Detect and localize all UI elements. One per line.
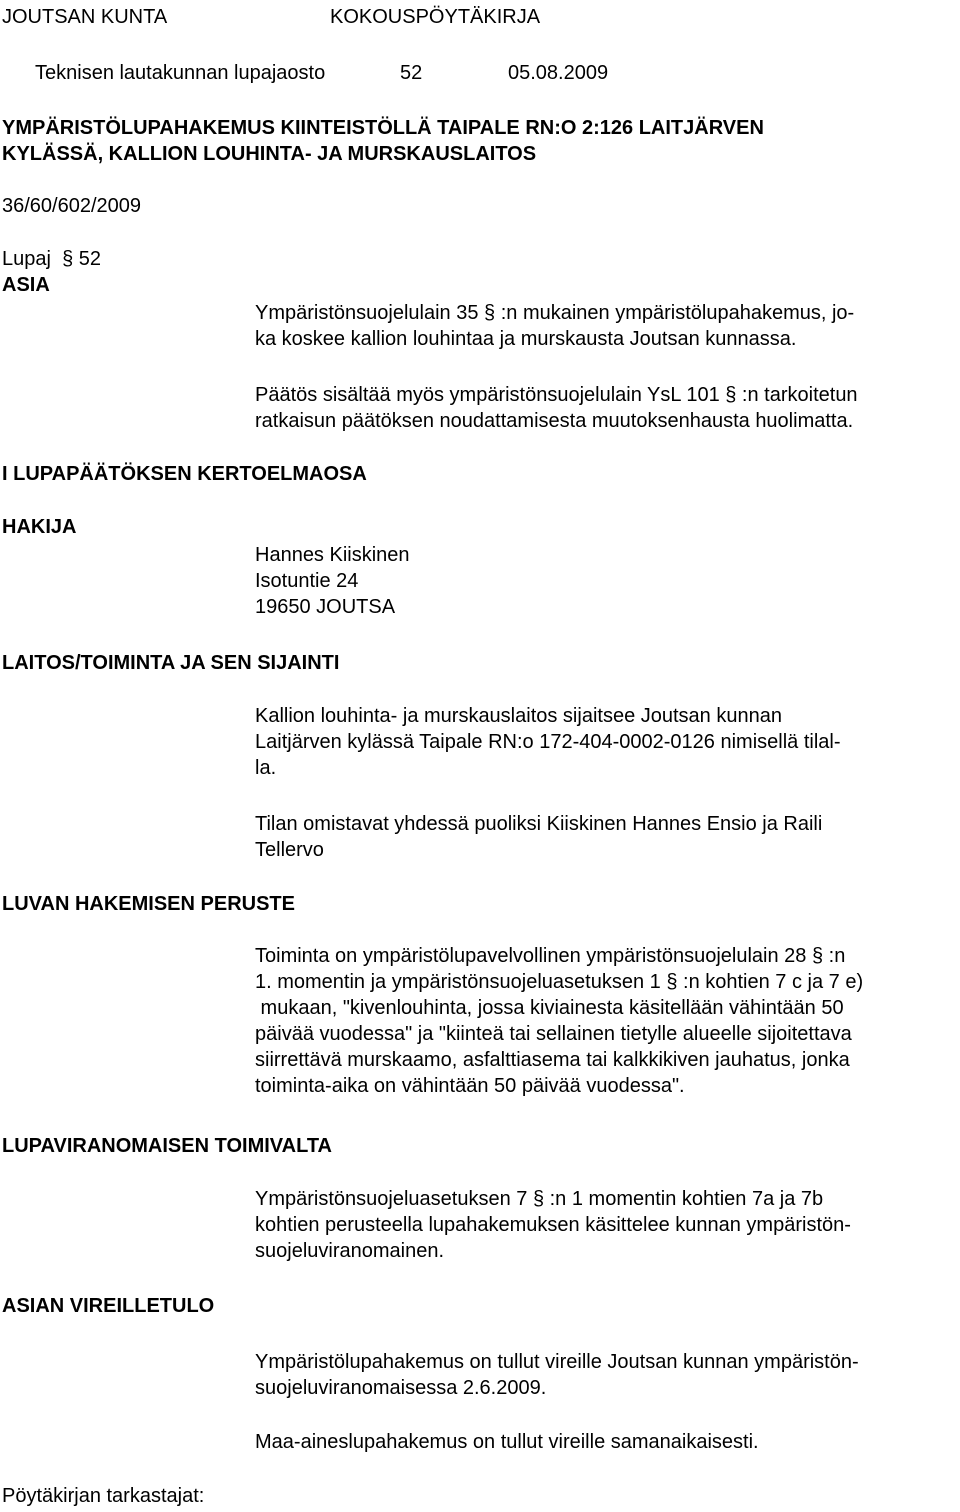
text-line: suojeluviranomaisessa 2.6.2009. [255, 1377, 547, 1399]
text-line: Tellervo [255, 839, 324, 861]
text-line: ratkaisun päätöksen noudattamisesta muutoksenhausta huolimatta. [255, 410, 854, 432]
text-line: Päätös sisältää myös ympäristönsuojelulain YsL 101 § :n tarkoitetun [255, 384, 858, 406]
applicant-name: Hannes Kiiskinen [255, 544, 410, 566]
document-title-line-2: KYLÄSSÄ, KALLION LOUHINTA- JA MURSKAUSLAITOS [2, 143, 537, 165]
text-line: toiminta-aika on vähintään 50 päivää vuodessa". [255, 1075, 685, 1097]
text-line: ka koskee kallion louhintaa ja murskausta Joutsan kunnassa. [255, 328, 797, 350]
text-line: Maa-aineslupahakemus on tullut vireille samanaikaisesti. [255, 1431, 759, 1453]
applicant-street: Isotuntie 24 [255, 570, 359, 592]
vireilletulo-paragraph-1 [255, 1349, 955, 1401]
hakija-heading: HAKIJA [2, 516, 77, 538]
text-line: Tilan omistavat yhdessä puoliksi Kiiskinen Hannes Ensio ja Raili [255, 813, 823, 835]
section-symbol: § [62, 248, 74, 270]
laitos-paragraph-2 [255, 811, 955, 863]
section-number: 52 [400, 62, 423, 84]
vireilletulo-paragraph-2 [255, 1429, 955, 1455]
peruste-heading: LUVAN HAKEMISEN PERUSTE [2, 893, 295, 915]
text-line: Ympäristönsuojeluasetuksen 7 § :n 1 momentin kohtien 7a ja 7b [255, 1188, 824, 1210]
text-line: Ympäristölupahakemus on tullut vireille Joutsan kunnan ympäristön- [255, 1351, 859, 1373]
document-title-line-1: YMPÄRISTÖLUPAHAKEMUS KIINTEISTÖLLÄ TAIPALE RN:O 2:126 LAITJÄRVEN [2, 117, 764, 139]
inspectors-label: Pöytäkirjan tarkastajat: [2, 1485, 205, 1507]
vireilletulo-heading: ASIAN VIREILLETULO [2, 1295, 215, 1317]
text-line: 1. momentin ja ympäristönsuojeluasetuksen 1 § :n kohtien 7 c ja 7 e) [255, 971, 864, 993]
text-line: Kallion louhinta- ja murskauslaitos sijaitsee Joutsan kunnan [255, 705, 782, 727]
text-line: Laitjärven kylässä Taipale RN:o 172-404-0002-0126 nimisellä tilal- [255, 731, 841, 753]
peruste-paragraph [255, 943, 955, 1099]
committee-name: Teknisen lautakunnan lupajaosto [35, 62, 326, 84]
document-type: KOKOUSPÖYTÄKIRJA [330, 6, 541, 28]
toimivalta-paragraph [255, 1186, 955, 1264]
text-line: Toiminta on ympäristölupavelvollinen ympäristönsuojelulain 28 § :n [255, 945, 846, 967]
section-reference [2, 246, 101, 272]
municipality-name: JOUTSAN KUNTA [2, 6, 168, 28]
laitos-paragraph-1 [255, 703, 955, 781]
asia-paragraph-1 [255, 300, 955, 352]
text-line: suojeluviranomainen. [255, 1240, 445, 1262]
toimivalta-heading: LUPAVIRANOMAISEN TOIMIVALTA [2, 1135, 332, 1157]
text-line: Ympäristönsuojelulain 35 § :n mukainen ympäristölupahakemus, jo- [255, 302, 855, 324]
section-ref-label: Lupaj [2, 248, 51, 270]
text-line: la. [255, 757, 277, 779]
laitos-heading: LAITOS/TOIMINTA JA SEN SIJAINTI [2, 652, 340, 674]
section-ref-number: 52 [78, 248, 101, 270]
asia-heading: ASIA [2, 274, 50, 296]
applicant-address [255, 542, 955, 620]
part-heading: I LUPAPÄÄTÖKSEN KERTOELMAOSA [2, 463, 367, 485]
diary-number: 36/60/602/2009 [2, 195, 142, 217]
applicant-postal: 19650 JOUTSA [255, 596, 396, 618]
asia-paragraph-2 [255, 382, 955, 434]
text-line: päivää vuodessa" ja "kiinteä tai sellainen tietylle alueelle sijoitettava [255, 1023, 852, 1045]
text-line: mukaan, "kivenlouhinta, jossa kiviainesta käsitellään vähintään 50 [255, 997, 844, 1019]
text-line: kohtien perusteella lupahakemuksen käsittelee kunnan ympäristön- [255, 1214, 851, 1236]
meeting-date: 05.08.2009 [508, 62, 609, 84]
text-line: siirrettävä murskaamo, asfalttiasema tai kalkkikiven jauhatus, jonka [255, 1049, 850, 1071]
